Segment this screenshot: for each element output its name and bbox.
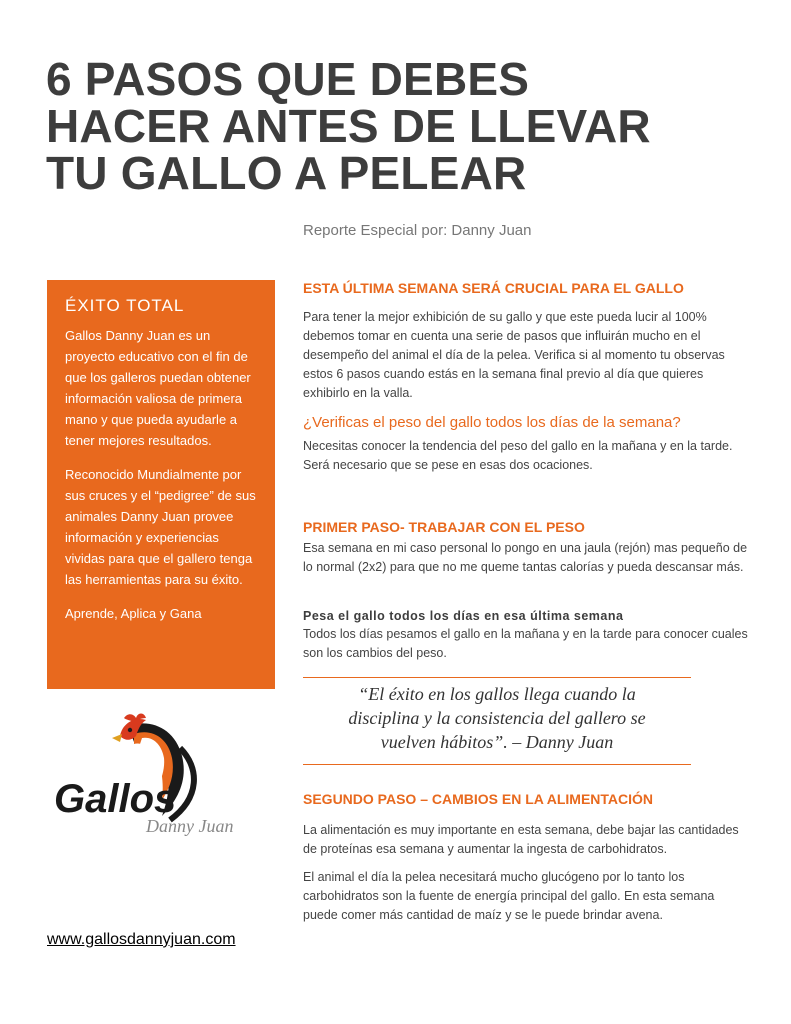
step2-text-1: La alimentación es muy importante en esta semana, debe bajar las cantidades de proteínas esa semana y aumentar la ingesta de carbohidratos. — [303, 823, 739, 856]
step2-text-2: El animal el día la pelea necesitará mucho glucógeno por lo tanto los carbohidratos son la fuente de energía principal del gallo. En esta semana puede comer más cantidad de maíz y se le puede brindar avena. — [303, 870, 715, 922]
quote-line: vuelven hábitos”. – Danny Juan — [380, 732, 614, 752]
section-intro — [303, 280, 749, 403]
website-link[interactable]: www.gallosdannyjuan.com — [47, 931, 236, 948]
title-line: TU GALLO A PELEAR — [46, 147, 527, 199]
quote-line: “El éxito en los gallos llega cuando la — [358, 684, 636, 704]
sidebar-box — [47, 280, 275, 689]
sidebar-paragraph: Gallos Danny Juan es un proyecto educativo con el fin de que los galleros puedan obtener información valiosa de primera mano y que pueda ayudarle a tener mejores resultados. — [65, 328, 251, 448]
page-title — [46, 53, 746, 199]
question-heading: ¿Verificas el peso del gallo todos los días de la semana? — [303, 414, 681, 431]
quote-top-rule — [303, 677, 691, 678]
title-line: 6 PASOS QUE DEBES — [46, 53, 530, 105]
rooster-logo-icon — [50, 708, 250, 848]
section1-text: Para tener la mejor exhibición de su gallo y que este pueda lucir al 100% debemos tomar en cuenta una serie de pasos que influirán mucho en el desempeño del animal el día de la pelea. Verifica si al momento tu observas estos 6 pasos cuando estás en la semana final previo al día que quieres exhibirlo en la valla. — [303, 310, 725, 400]
sub-text: Todos los días pesamos el gallo en la mañana y en la tarde para conocer cuales son los cambios del peso. — [303, 627, 748, 660]
section-step2 — [303, 791, 749, 925]
question-text: Necesitas conocer la tendencia del peso del gallo en la mañana y en la tarde. Será necesario que se pese en esas dos ocaciones. — [303, 439, 733, 472]
byline: Reporte Especial por: Danny Juan — [303, 222, 532, 239]
pull-quote — [303, 682, 691, 754]
step1-heading: PRIMER PASO- TRABAJAR CON EL PESO — [303, 519, 585, 535]
sidebar-heading: ÉXITO TOTAL — [65, 296, 185, 315]
title-line: HACER ANTES DE LLEVAR — [46, 100, 651, 152]
section-sub — [303, 609, 749, 663]
section-question — [303, 414, 749, 475]
logo-word: Gallos — [54, 777, 177, 821]
section1-heading: ESTA ÚLTIMA SEMANA SERÁ CRUCIAL PARA EL GALLO — [303, 280, 684, 296]
sub-heading: Pesa el gallo todos los días en esa última semana — [303, 609, 624, 623]
step1-text: Esa semana en mi caso personal lo pongo en una jaula (rejón) mas pequeño de lo normal (2x2) para que no me queme tantas calorías y pueda descansar más. — [303, 541, 748, 574]
step2-heading: SEGUNDO PASO – CAMBIOS EN LA ALIMENTACIÓN — [303, 791, 654, 807]
sidebar-paragraph: Aprende, Aplica y Gana — [65, 606, 202, 621]
quote-bottom-rule — [303, 764, 691, 765]
quote-line: disciplina y la consistencia del gallero se — [348, 708, 646, 728]
section-step1 — [303, 519, 749, 577]
sidebar-paragraph: Reconocido Mundialmente por sus cruces y el “pedigree” de sus animales Danny Juan provee información y experiencias vividas para que el gallero tenga las herramientas para su éxito. — [65, 467, 256, 587]
logo-script: Danny Juan — [146, 816, 234, 836]
gallos-logo — [50, 708, 250, 848]
